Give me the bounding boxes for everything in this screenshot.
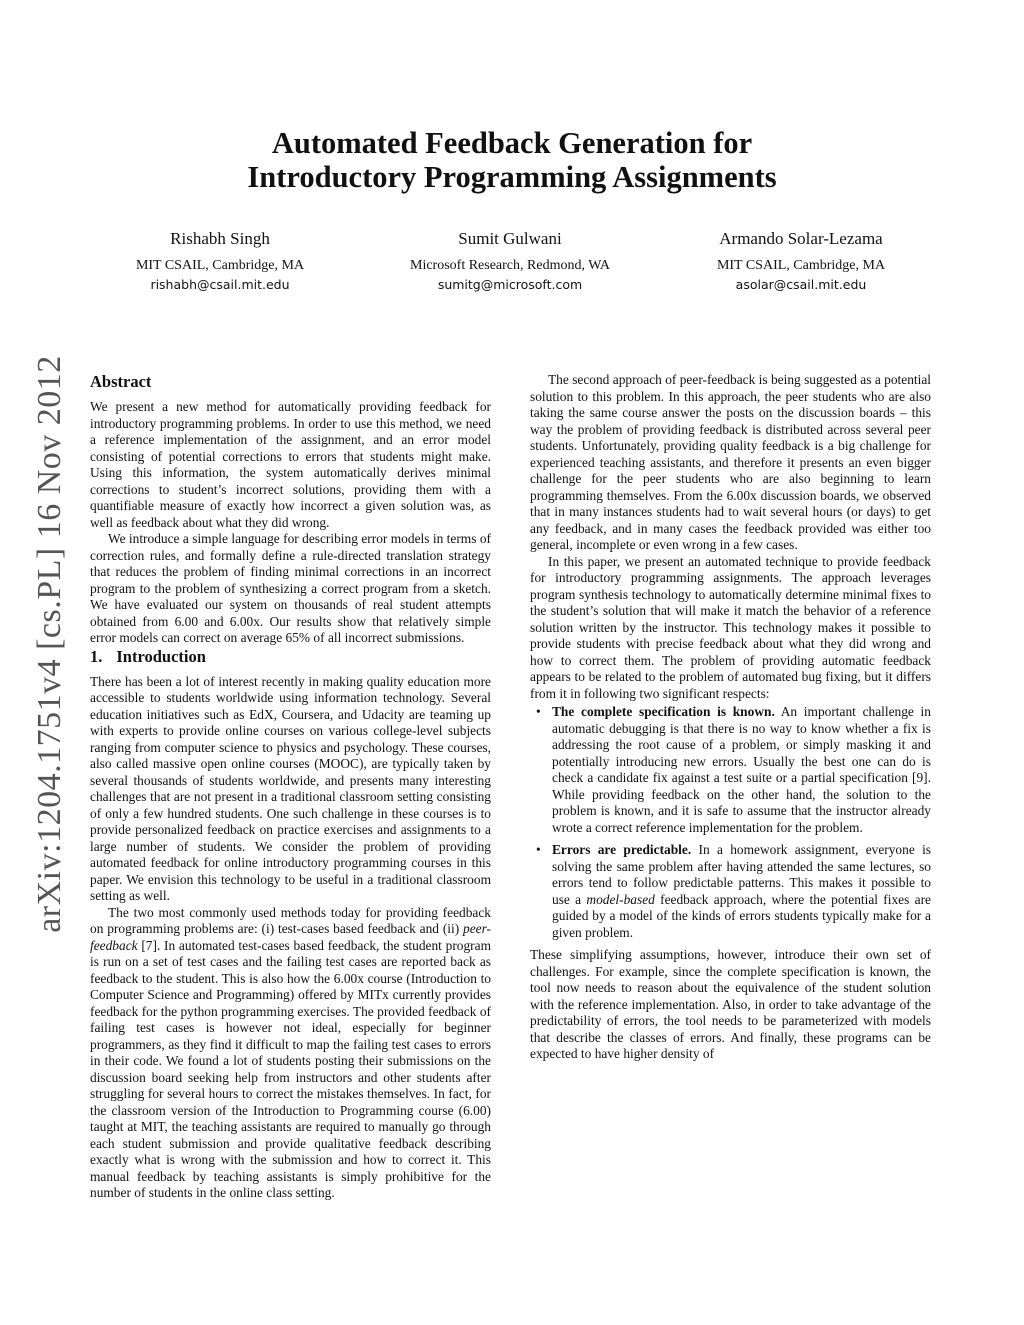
intro-paragraph-2 bbox=[90, 905, 491, 1202]
intro-paragraph-1: There has been a lot of interest recently in making quality education more accessible to students worldwide using information technology. Several education initiatives such as EdX, Coursera, and Udacity are teaming up with experts to provide online courses on various college-level subjects ranging from computer science to physics and psychology. These courses, also called massive open online courses (MOOC), are typically taken by several thousands of students worldwide, and presents many interesting challenges that are not present in a traditional classroom setting consisting of only a few hundred students. One such challenge in these courses is to provide personalized feedback on practice exercises and assignments to a large number of students. We consider the problem of providing automated feedback for online introductory programming courses in this paper. We envision this technology to be useful in a traditional classroom setting as well. bbox=[90, 673, 491, 903]
author-email: rishabh@csail.mit.edu bbox=[150, 277, 290, 292]
author-block-2 bbox=[360, 228, 660, 294]
introduction-heading bbox=[90, 647, 491, 667]
paper-title bbox=[0, 126, 1024, 194]
text-run: The two most commonly used methods today for providing feedback on programming problems are: (i) test-cases based feedback and (ii) bbox=[90, 904, 491, 936]
right-column bbox=[530, 372, 931, 1063]
text-run: [7]. In automated test-cases based feedback, the student program is run on a set of test cases and the failing test cases are reported back as feedback to the student. This is also how the 6.00x course (Introduction to Computer Science and Programming) offered by MITx currently provides feedback for the python programming exercises. The provided feedback of failing test cases is however not ideal, especially for beginner programmers, as they find it difficult to map the failing test cases to errors in their code. We found a lot of students posting their submissions on the discussion board seeking help from instructors and other students after struggling for several hours to correct the mistakes themselves. In fact, for the classroom version of the Introduction to Programming course (6.00) taught at MIT, the teaching assistants are required to manually go through each student submission and provide qualitative feedback describing exactly what is wrong with the submission and how to correct it. This manual feedback by teaching assistants is simply prohibitive for the number of students in the online class setting. bbox=[90, 937, 491, 1200]
bullet-text: An important challenge in automatic debugging is that there is no way to know whether a fix is addressing the root cause of a problem, or simply masking it and potentially introducing new errors. Usually the best one can do is check a candidate fix against a test suite or a partial specification [9]. While providing feedback on the other hand, the solution to the problem is known, and it is safe to assume that the instructor already wrote a correct reference implementation for the problem. bbox=[552, 704, 931, 835]
author-affiliation: MIT CSAIL, Cambridge, MA bbox=[716, 258, 886, 273]
abstract-heading: Abstract bbox=[90, 372, 152, 391]
title-line-2: Introductory Programming Assignments bbox=[247, 160, 777, 194]
bullet-icon: • bbox=[536, 842, 541, 857]
bullet-heading: Errors are predictable. bbox=[552, 842, 692, 857]
author-block-3 bbox=[651, 228, 951, 294]
list-item bbox=[530, 842, 931, 941]
abstract-paragraph-1: We present a new method for automatically providing feedback for introductory programming problems. In order to use this method, we need a reference implementation of the assignment, and an error model consisting of potential corrections to errors that students might make. Using this information, the system automatically derives minimal corrections to student’s incorrect solutions, providing them with a quantifiable measure of exactly how incorrect a given solution was, as well as feedback about what they did wrong. bbox=[90, 399, 491, 530]
bullet-text: feedback approach, where the potential fixes are guided by a model of the kinds of errors students typically make for a given problem. bbox=[552, 891, 931, 940]
arxiv-identifier: arXiv:1204.1751v4 [cs.PL] 16 Nov 2012 bbox=[31, 355, 68, 933]
section-number: 1. bbox=[90, 646, 103, 666]
author-email: asolar@csail.mit.edu bbox=[735, 277, 867, 292]
author-block-1 bbox=[70, 228, 370, 294]
author-name: Sumit Gulwani bbox=[458, 229, 562, 248]
section-title: Introduction bbox=[116, 646, 206, 666]
emphasis: model-based bbox=[586, 891, 655, 907]
intro-paragraph-3: The second approach of peer-feedback is being suggested as a potential solution to this problem. In this approach, the peer students who are also taking the same course answer the posts on the discussion boards – this way the problem of providing feedback is distributed across several peer students. Unfortunately, providing quality feedback is a big challenge for experienced teaching assistants, and therefore it presents an even bigger challenge for the peer students who are also beginning to learn programming themselves. From the 6.00x discussion boards, we observed that in many instances students had to wait several hours (or days) to get any feedback, and in many cases the feedback provided was either too general, incomplete or even wrong in a few cases. bbox=[530, 372, 931, 552]
intro-paragraph-5: These simplifying assumptions, however, introduce their own set of challenges. For example, since the complete specification is known, the tool now needs to reason about the equivalence of the student solution with the reference implementation. Also, in order to take advantage of the predictability of errors, the tool needs to be parameterized with models that describe the classes of errors. And finally, these programs can be expected to have higher density of bbox=[530, 947, 931, 1061]
bullet-text: In a homework assignment, everyone is solving the same problem after having attended the same lectures, so errors tend to follow predictable patterns. This makes it possible to use a bbox=[552, 842, 932, 907]
list-item bbox=[530, 704, 931, 836]
emphasis: peer-feedback bbox=[90, 921, 491, 953]
bullet-heading: The complete specification is known. bbox=[552, 704, 775, 719]
author-email: sumitg@microsoft.com bbox=[437, 277, 583, 292]
author-name: Rishabh Singh bbox=[170, 229, 270, 248]
respects-list bbox=[530, 704, 931, 941]
intro-paragraph-4: In this paper, we present an automated technique to provide feedback for introductory programming assignments. The approach leverages program synthesis technology to automatically determine minimal fixes to the student’s solution that will make it match the behavior of a reference solution written by the instructor. This technology makes it possible to provide students with precise feedback about what they did wrong and how to correct them. The problem of providing automatic feedback appears to be related to the problem of automated bug fixing, but it differs from it in following two significant respects: bbox=[530, 553, 931, 701]
left-column bbox=[90, 372, 491, 1202]
author-affiliation: MIT CSAIL, Cambridge, MA bbox=[135, 258, 305, 273]
author-affiliation: Microsoft Research, Redmond, WA bbox=[410, 258, 610, 273]
abstract-paragraph-2: We introduce a simple language for describing error models in terms of correction rules, and formally define a rule-directed translation strategy that reduces the problem of finding minimal corrections in an incorrect program to the problem of synthesizing a correct program from a sketch. We have evaluated our system on thousands of real student attempts obtained from 6.00 and 6.00x. Our results show that relatively simple error models can correct on average 65% of all incorrect submissions. bbox=[90, 531, 491, 645]
bullet-icon: • bbox=[536, 704, 541, 719]
author-name: Armando Solar-Lezama bbox=[719, 229, 883, 248]
title-line-1: Automated Feedback Generation for bbox=[271, 126, 753, 160]
